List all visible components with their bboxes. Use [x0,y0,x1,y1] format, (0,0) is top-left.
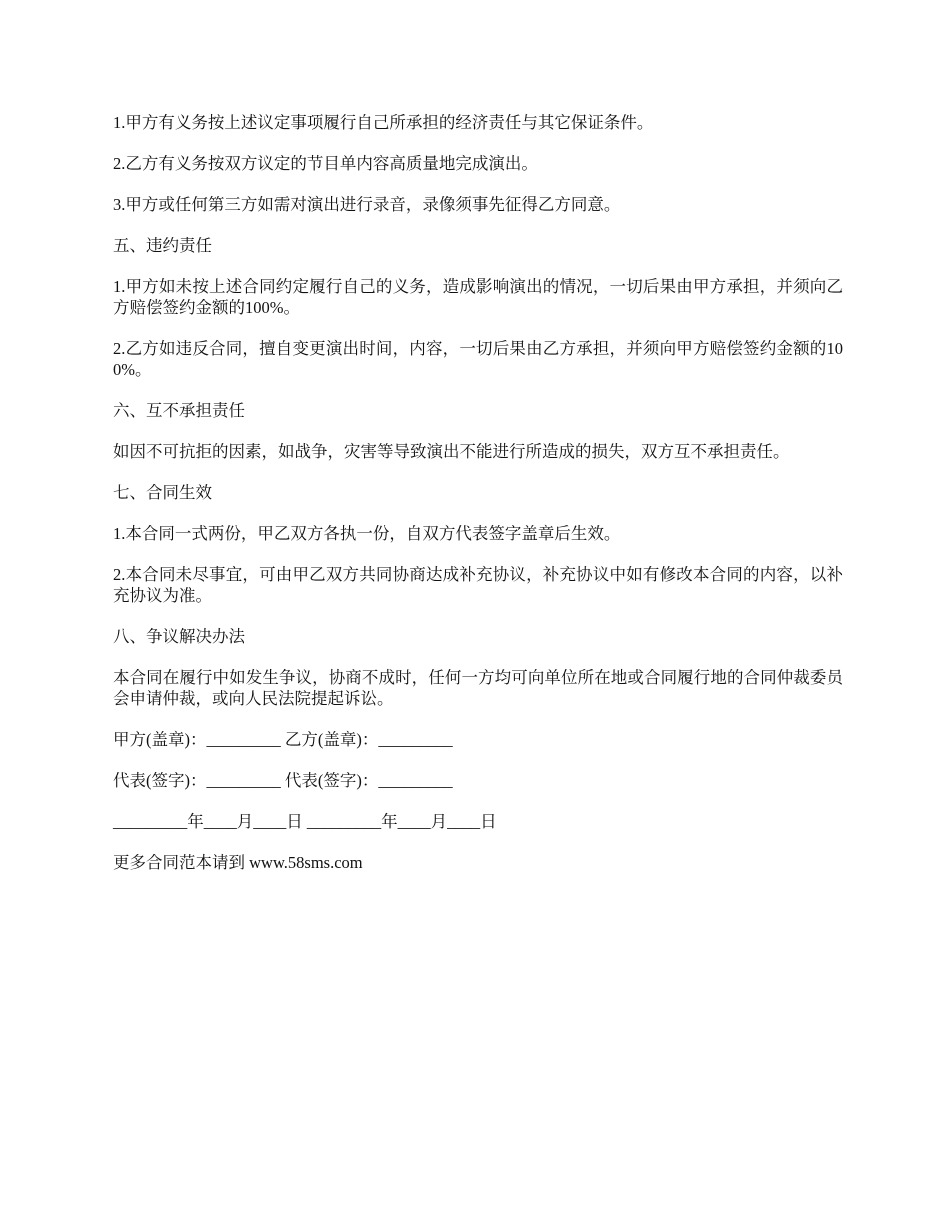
breach-clause-1: 1.甲方如未按上述合同约定履行自己的义务，造成影响演出的情况，一切后果由甲方承担，并须向乙方赔偿签约金额的100%。 [113,277,843,317]
obligation-clause-1: 1.甲方有义务按上述议定事项履行自己所承担的经济责任与其它保证条件。 [113,113,654,132]
effectiveness-clause-1: 1.本合同一式两份，甲乙双方各执一份，自双方代表签字盖章后生效。 [113,524,621,543]
section-heading-force-majeure: 六、互不承担责任 [113,401,245,420]
signature-representative-line: 代表(签字)：_________ 代表(签字)：_________ [113,771,453,790]
obligation-clause-3: 3.甲方或任何第三方如需对演出进行录音，录像须事先征得乙方同意。 [113,195,621,214]
force-majeure-clause: 如因不可抗拒的因素，如战争，灾害等导致演出不能进行所造成的损失，双方互不承担责任。 [113,442,790,461]
signature-date-line: _________年____月____日 _________年____月____日 [113,812,497,831]
contract-document [113,112,843,893]
section-heading-effectiveness: 七、合同生效 [113,483,212,502]
obligation-clause-2: 2.乙方有义务按双方议定的节目单内容高质量地完成演出。 [113,154,538,173]
effectiveness-clause-2: 2.本合同未尽事宜，可由甲乙双方共同协商达成补充协议，补充协议中如有修改本合同的内容，以补充协议为准。 [113,565,843,605]
section-heading-breach-liability: 五、违约责任 [113,236,212,255]
signature-seal-line: 甲方(盖章)：_________ 乙方(盖章)：_________ [113,730,453,749]
footer-note: 更多合同范本请到 www.58sms.com [113,853,363,872]
dispute-resolution-clause: 本合同在履行中如发生争议，协商不成时，任何一方均可向单位所在地或合同履行地的合同仲裁委员会申请仲裁，或向人民法院提起诉讼。 [113,668,843,708]
section-heading-dispute-resolution: 八、争议解决办法 [113,627,245,646]
breach-clause-2: 2.乙方如违反合同，擅自变更演出时间，内容，一切后果由乙方承担，并须向甲方赔偿签约金额的100%。 [113,339,843,379]
